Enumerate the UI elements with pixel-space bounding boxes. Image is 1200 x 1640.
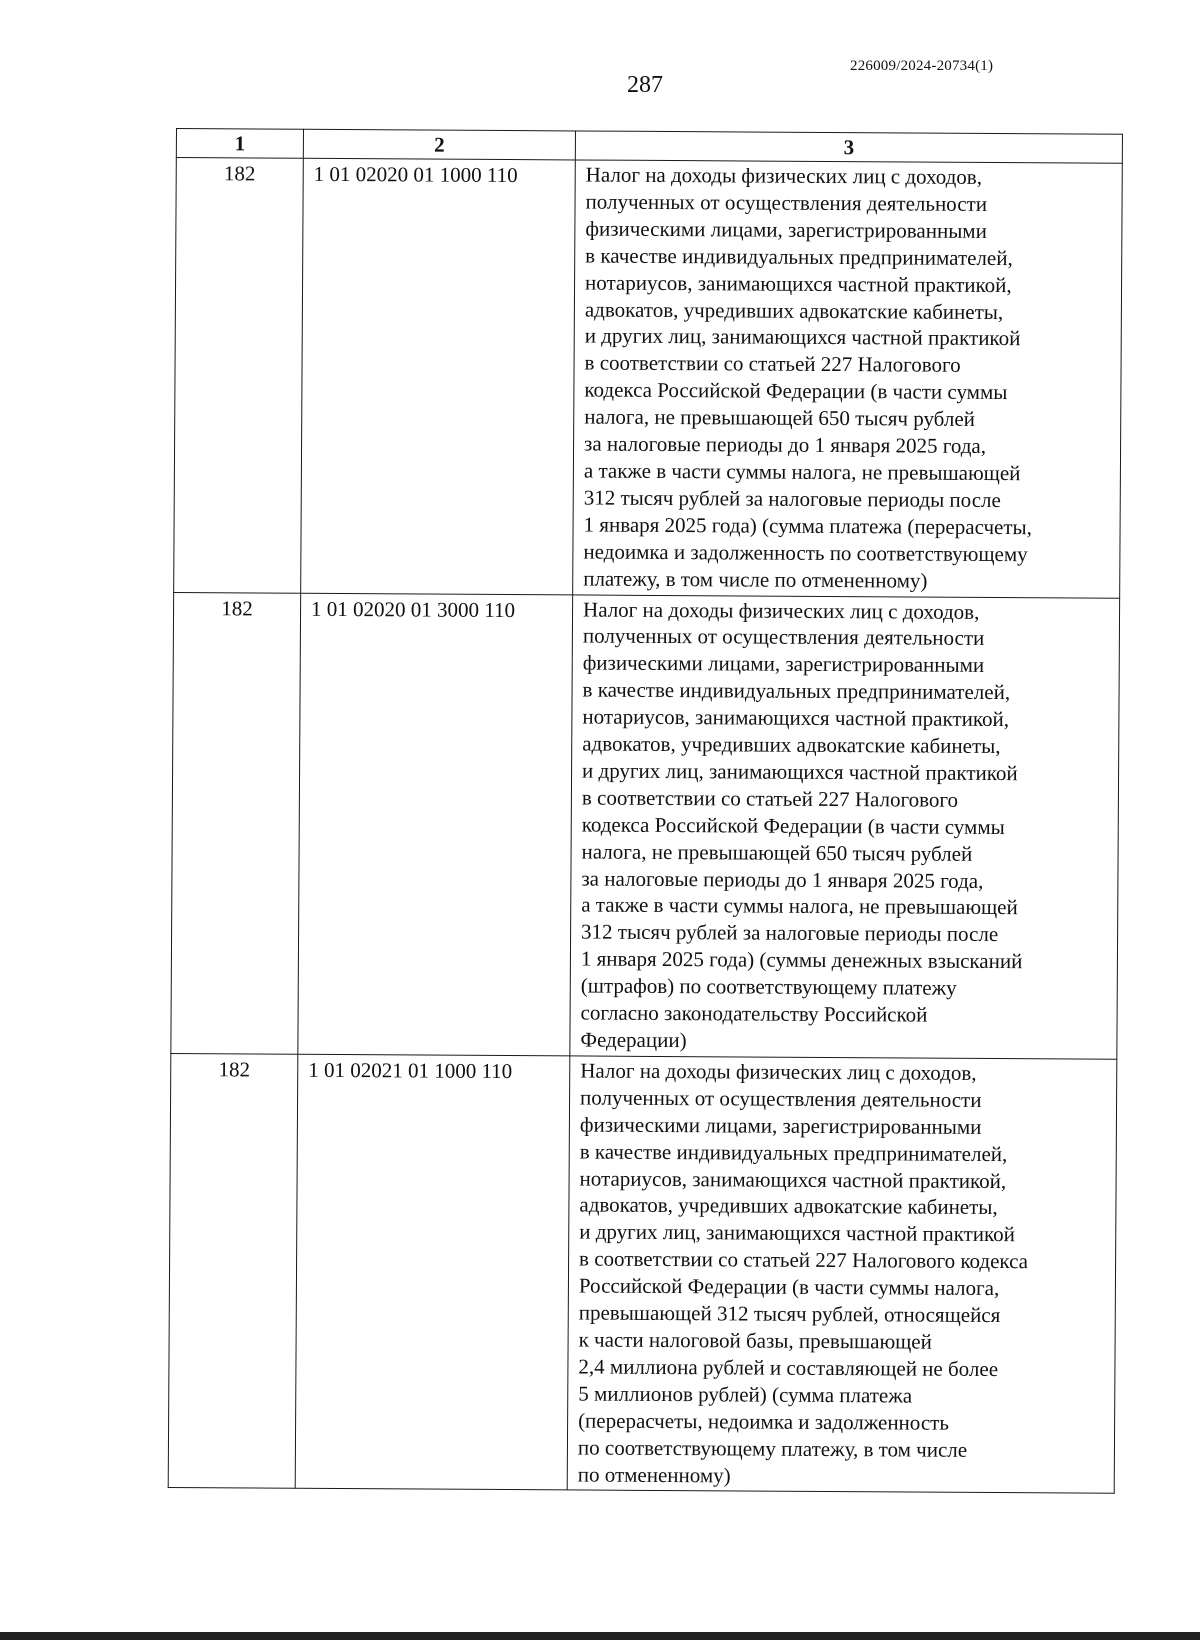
- table-body: [168, 158, 1122, 1494]
- table-row: [174, 158, 1123, 598]
- description-line: за налоговые периоды до 1 января 2025 года,: [581, 866, 984, 893]
- description-line: в соответствии со статьей 227 Налогового: [581, 785, 959, 812]
- description-line: в качестве индивидуальных предпринимателей,: [582, 677, 1011, 705]
- description-line: адвокатов, учредивших адвокатские кабинеты,: [584, 297, 1004, 324]
- column-header-1: 1: [176, 129, 303, 159]
- description-line: адвокатов, учредивших адвокатские кабинеты,: [582, 731, 1001, 759]
- description-line: 1 января 2025 года) (сумма платежа (перерасчеты,: [583, 512, 1033, 540]
- description-line: нотариусов, занимающихся частной практикой,: [584, 270, 1012, 297]
- column-header-2: 2: [303, 129, 575, 160]
- description-line: нотариусов, занимающихся частной практикой,: [579, 1166, 1007, 1193]
- description-line: и других лиц, занимающихся частной практикой: [584, 323, 1021, 351]
- description-line: (штрафов) по соответствующему платежу: [580, 973, 957, 1000]
- description-line: в качестве индивидуальных предпринимателей,: [579, 1139, 1008, 1166]
- scan-bottom-edge: [0, 1632, 1200, 1640]
- kbk-code-cell: 1 01 02020 01 1000 110: [301, 158, 576, 594]
- column-header-3: 3: [575, 131, 1122, 163]
- description-line: по отмененному): [577, 1461, 731, 1487]
- description-cell: [573, 160, 1123, 598]
- table-row: [171, 592, 1120, 1059]
- description-line: за налоговые периоды до 1 января 2025 года,: [584, 431, 987, 459]
- description-line: кодекса Российской Федерации (в части суммы: [581, 812, 1005, 839]
- admin-code-cell: 182: [174, 158, 304, 593]
- table-row: [168, 1053, 1117, 1493]
- description-line: согласно законодательству Российской: [580, 1000, 928, 1027]
- description-line: и других лиц, занимающихся частной практикой: [579, 1219, 1015, 1247]
- description-line: физическими лицами, зарегистрированными: [579, 1112, 982, 1139]
- description-line: (перерасчеты, недоимка и задолженность: [578, 1408, 950, 1435]
- description-line: полученных от осуществления деятельности: [585, 189, 988, 216]
- description-line: полученных от осуществления деятельности: [582, 623, 985, 651]
- description-line: кодекса Российской Федерации (в части суммы: [584, 377, 1008, 405]
- description-line: физическими лицами, зарегистрированными: [582, 650, 985, 678]
- kbk-code-cell: 1 01 02020 01 3000 110: [298, 593, 573, 1056]
- description-line: в соответствии со статьей 227 Налогового кодекса: [579, 1246, 1029, 1274]
- description-line: Федерации): [580, 1027, 687, 1053]
- description-line: адвокатов, учредивших адвокатские кабинеты,: [579, 1192, 998, 1220]
- description-line: Налог на доходы физических лиц с доходов,: [582, 596, 980, 624]
- admin-code-cell: 182: [168, 1053, 298, 1488]
- description-line: физическими лицами, зарегистрированными: [585, 216, 987, 243]
- description-line: Налог на доходы физических лиц с доходов,: [585, 162, 983, 189]
- description-line: 1 января 2025 года) (суммы денежных взысканий: [580, 946, 1023, 974]
- description-line: налога, не превышающей 650 тысяч рублей: [581, 839, 973, 866]
- description-line: а также в части суммы налога, не превышающей: [581, 892, 1018, 920]
- description-line: а также в части суммы налога, не превышающей: [583, 458, 1021, 486]
- description-line: к части налоговой базы, превышающей: [578, 1327, 932, 1354]
- description-cell: [570, 594, 1120, 1059]
- description-cell: [567, 1056, 1117, 1494]
- description-line: в качестве индивидуальных предпринимателей,: [585, 243, 1013, 270]
- kbk-code-cell: 1 01 02021 01 1000 110: [295, 1054, 570, 1490]
- description-line: 312 тысяч рублей за налоговые периоды после: [581, 919, 999, 947]
- description-line: по соответствующему платежу, в том числе: [577, 1435, 968, 1462]
- description-line: платежу, в том числе по отмененному): [583, 566, 928, 593]
- description-line: полученных от осуществления деятельности: [580, 1085, 982, 1112]
- description-line: 2,4 миллиона рублей и составляющей не более: [578, 1354, 999, 1381]
- document-number: 226009/2024-20734(1): [850, 58, 994, 74]
- description-line: Российской Федерации (в части суммы налога,: [578, 1273, 1000, 1301]
- admin-code-cell: 182: [171, 592, 301, 1054]
- description-line: недоимка и задолженность по соответствующему: [583, 539, 1028, 566]
- description-line: в соответствии со статьей 227 Налогового: [584, 350, 961, 378]
- page-number: 287: [627, 72, 663, 98]
- description-line: Налог на доходы физических лиц с доходов,: [580, 1058, 977, 1085]
- budget-classification-table: [168, 128, 1123, 1494]
- description-line: налога, не превышающей 650 тысяч рублей: [584, 404, 975, 432]
- description-line: превышающей 312 тысяч рублей, относящейся: [578, 1300, 1001, 1328]
- description-line: и других лиц, занимающихся частной практикой: [582, 758, 1018, 786]
- description-line: 312 тысяч рублей за налоговые периоды после: [583, 485, 1001, 512]
- description-line: нотариусов, занимающихся частной практикой,: [582, 704, 1010, 732]
- description-line: 5 миллионов рублей) (сумма платежа: [578, 1381, 913, 1408]
